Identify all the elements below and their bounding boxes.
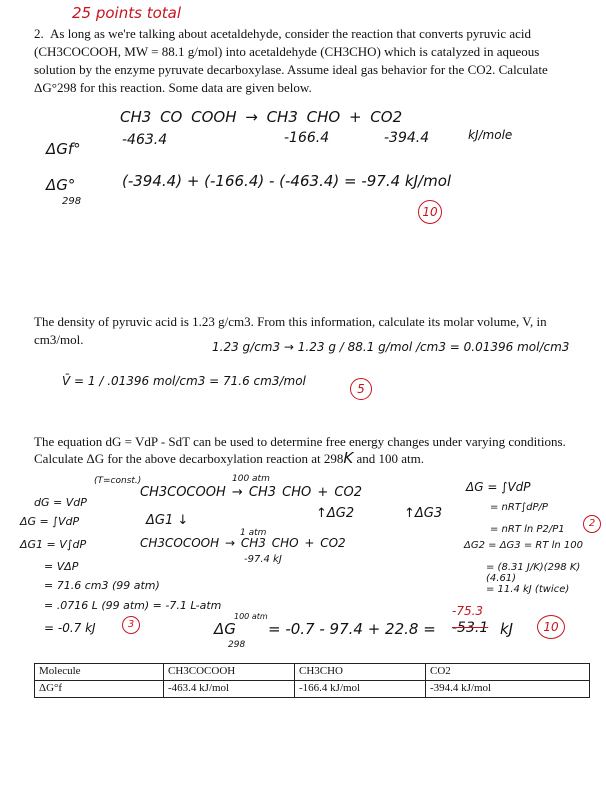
- cycle-bottom: CH3COCOOH → CH3 CHO + CO2: [140, 536, 346, 550]
- left-work-5: = 71.6 cm3 (99 atm): [44, 579, 160, 592]
- left-work-1: dG = VdP: [34, 496, 87, 509]
- dg298-label: ΔG°: [46, 176, 76, 194]
- table-cell: -166.4 kJ/mol: [295, 681, 426, 698]
- final-struck: -53.1: [452, 620, 489, 636]
- right-work-5: = (8.31 J/K)(298 K)(4.61): [486, 562, 581, 584]
- problem-number: 2.: [34, 26, 44, 41]
- table-header-cell: CH3COCOOH: [164, 664, 295, 681]
- table-header-row: [35, 664, 590, 681]
- problem-intro: As long as we're talking about acetaldehyde, consider the reaction that converts pyruvic acid (CH3COCOOH, MW = 88.1 g/mol) into acetaldehyde (CH3CHO) which is catalyzed in aqueous solution by the enzyme pyruvate decarboxylase. Assume ideal gas behavior for the CO2. Calculate ΔG°298 for this reaction. Some data are given below.: [34, 26, 548, 95]
- density-calc: 1.23 g/cm3 → 1.23 g / 88.1 g/mol /cm3 = 0.01396 mol/cm3: [212, 340, 570, 354]
- t-const-note: (T=const.): [94, 476, 142, 486]
- left-work-3: ΔG1 = V∫dP: [20, 538, 87, 551]
- table-cell: -394.4 kJ/mol: [426, 681, 590, 698]
- table-header-cell: CO2: [426, 664, 590, 681]
- final-calc: = -0.7 - 97.4 + 22.8 =: [268, 620, 436, 638]
- dg2-label: ↑ΔG2: [316, 506, 355, 521]
- equation-question: The equation dG = VdP - SdT can be used to determine free energy changes under varying conditions. Calculate ΔG for the above decarboxylation reaction at 298K and 100 atm.: [34, 434, 566, 467]
- table-cell: ΔG°f: [35, 681, 164, 698]
- cycle-top: CH3COCOOH → CH3 CHO + CO2: [140, 485, 362, 500]
- dgf-unit: kJ/mole: [468, 128, 513, 142]
- table-header-cell: Molecule: [35, 664, 164, 681]
- final-unit: kJ: [500, 620, 514, 638]
- score-circle-3: 3: [122, 616, 140, 634]
- dg298-sub: 298: [62, 196, 82, 207]
- dg298-calc: (-394.4) + (-166.4) - (-463.4) = -97.4 kJ/mol: [122, 172, 452, 190]
- score-circle-4: 2: [583, 515, 601, 533]
- right-work-3: = nRT ln P2/P1: [490, 524, 565, 535]
- dgf-pyruvic: -463.4: [122, 132, 168, 148]
- left-work-4: = VΔP: [44, 560, 79, 573]
- final-sup: 100 atm: [234, 612, 268, 621]
- right-work-4: ΔG2 = ΔG3 = RT ln 100: [464, 540, 583, 551]
- score-circle-2: 5: [350, 378, 372, 400]
- points-total-note: 25 points total: [72, 4, 181, 22]
- right-work-6: = 11.4 kJ (twice): [486, 584, 570, 595]
- final-answer: -75.3: [452, 604, 484, 618]
- right-work-1: ΔG = ∫VdP: [466, 480, 531, 494]
- data-table: [34, 663, 590, 698]
- score-circle-5: 10: [537, 615, 565, 639]
- atm100-note: 100 atm: [232, 474, 270, 484]
- left-work-7: = -0.7 kJ: [44, 621, 96, 635]
- kj974-note: -97.4 kJ: [244, 554, 282, 565]
- vbar-calc: V̄ = 1 / .01396 mol/cm3 = 71.6 cm3/mol: [62, 374, 306, 388]
- atm1-note: 1 atm: [240, 528, 267, 538]
- reaction-handwritten: CH3 CO COOH → CH3 CHO + CO2: [120, 108, 403, 126]
- score-circle-1: 10: [418, 200, 442, 224]
- dgf-co2: -394.4: [384, 130, 430, 146]
- dgf-label: ΔGf°: [46, 140, 81, 158]
- final-label: ΔG: [214, 620, 236, 638]
- table-cell: -463.4 kJ/mol: [164, 681, 295, 698]
- dg1-label: ΔG1 ↓: [146, 513, 189, 528]
- dg3-label: ↑ΔG3: [404, 506, 443, 521]
- table-header-cell: CH3CHO: [295, 664, 426, 681]
- right-work-2: = nRT∫dP/P: [490, 502, 548, 513]
- density-question: The density of pyruvic acid is 1.23 g/cm3. From this information, calculate its molar volume, V, in cm3/mol.: [34, 314, 547, 347]
- dgf-acetaldehyde: -166.4: [284, 130, 330, 146]
- table-row: [35, 681, 590, 698]
- final-sub: 298: [228, 640, 246, 650]
- left-work-6: = .0716 L (99 atm) = -7.1 L-atm: [44, 599, 222, 612]
- left-work-2: ΔG = ∫VdP: [20, 515, 80, 528]
